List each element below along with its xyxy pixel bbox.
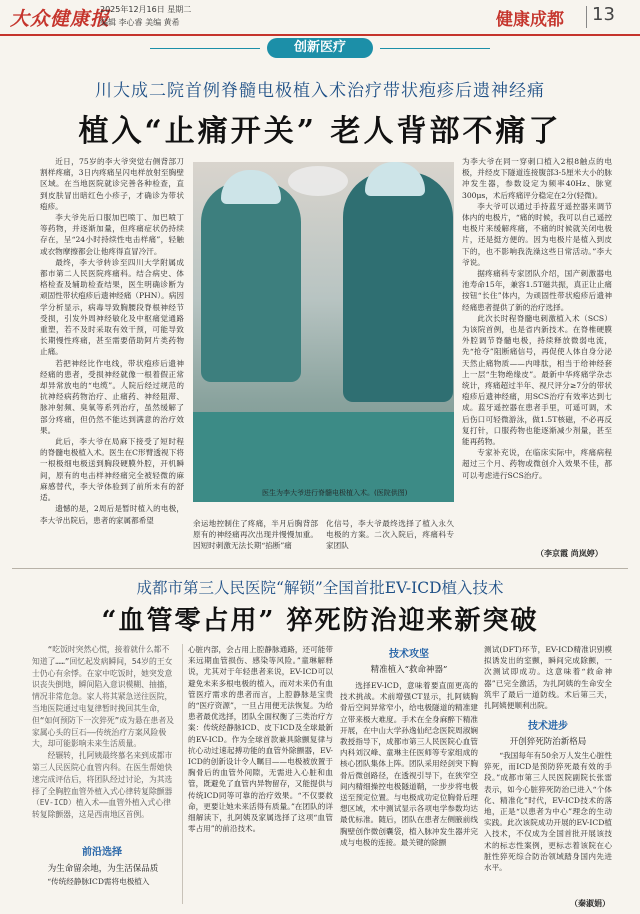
- paragraph: 遗憾的是，2周后是暂时植入的电极，李大爷出院后，患者的家属都希望: [40, 504, 184, 525]
- tag-progress: 技术进步: [528, 721, 568, 732]
- article2-lead-note: [32, 644, 177, 821]
- paragraph: 李大爷先后口服加巴喷丁、加巴喷丁等药物，并逐渐加量，但疼痛症状仍持续存在，呈“24小时持续性电击样痛”，轻触或衣物摩擦都会让他疼得直冒冷汗。: [40, 213, 184, 256]
- article2-byline: （秦淑娟）: [570, 898, 610, 908]
- paragraph: “我国每年有50余万人发生心脏性猝死，而ICD是预防猝死最有效的手段。”成都市第三人民医院副院长张雷表示，如今心脏猝死防治已进入“个体化、精准化”时代，EV-ICD技术的落地，正是“以患者为中心”理念的生动实践。此次该院成功开展的EV-ICD植入技术，不仅成为全国首批开展该技术的标志性案例，更标志着该院在心脏性猝死综合防治领域踏身国内先进水平。: [484, 751, 612, 873]
- article2-col4: [484, 644, 612, 712]
- article1-byline: （李京霞 尚岚婷）: [536, 548, 603, 558]
- banner-rule-left: [150, 48, 260, 49]
- paragraph: 测试(DFT)环节，EV-ICD精准识别模拟诱发出的室颤，瞬间完成除颤，一次测试即成功。这意味着“救命神器”已完全激活，为扎阿姨的生命安全筑牢了最后一道防线。术后第三天，扎阿姨便顺利出院。: [484, 645, 612, 711]
- editor-credits: 编辑 李心睿 美编 黄希: [100, 18, 180, 27]
- page-number: 13: [592, 4, 615, 25]
- paragraph: 余运地控制住了疼痛，半月后胸背部原有的神经痛再次出现并慢慢加重。因短时刺激无法长期“掐断”痛: [193, 519, 318, 551]
- banner-rule-right: [380, 48, 490, 49]
- column-rule: [182, 644, 183, 904]
- paragraph: 选择EV-ICD，意味着要直面更高的技术挑战。术前增强CT显示，扎阿姨胸骨后空间异常窄小，给电极隧道的精准建立带来极大难度。手术在全身麻醉下精准开展，在中山大学孙逸仙纪念医院周淑娴教授指导下，成都市第三人民医院心血管内科刘汉峰、童琳主任医师等专家组成的核心团队集体上阵。团队采用经剑突下胸骨后微创路径，在透视引导下，在狭窄空间内精细操控电极隧道鞘，一步步将电极送至预定位置。与电极成功定位胸骨后理想区域，术中测试显示各项电学参数均达最优标准。随后，团队在患者左侧腋前线胸壁创作微创囊袋，植入脉冲发生器并完成与电极的连接。最关键的除颤: [340, 681, 478, 847]
- article1-col2: [193, 518, 318, 563]
- section-banner: 创新医疗: [267, 38, 373, 58]
- article2-col3: [340, 680, 478, 906]
- tag-frontier-subtitle: 为生命留余地，为生活保品质: [47, 864, 159, 874]
- article2-subtitle: 成都市第三人民医院“解锁”全国首批EV-ICD植入技术: [136, 579, 504, 597]
- newspaper-logo: 大众健康报: [10, 8, 111, 30]
- paragraph: 专家补充说，在临床实际中，疼痛病程超过三个月、药物或微创介入效果不佳，都可以考虑进行SCS治疗。: [462, 448, 612, 480]
- section-title: 健康成都: [496, 10, 564, 30]
- article1-headline: 植入“止痛开关” 老人背部不痛了: [78, 114, 562, 149]
- paragraph: 李大爷可以通过手持蓝牙遥控器来调节体内的电极片，“痛的时候，我可以自己遥控电极片来缓解疼痛，不痛的时候就关闭电极片，还是挺方便的。因为电极片是植入到皮下的，也不影响我洗澡这些日常活动。”李大爷说。: [462, 201, 612, 267]
- article1-col1: [40, 156, 184, 526]
- tag-tech-subtitle: 精准植入“救命神器”: [370, 665, 448, 675]
- article2-col4b: [484, 750, 612, 896]
- article2-col2: [188, 644, 333, 906]
- surgery-photo: [193, 162, 454, 502]
- article-divider: [12, 568, 628, 569]
- article1-col3: [326, 518, 454, 563]
- article2-headline: “血管零占用” 猝死防治迎来新突破: [101, 606, 539, 636]
- paragraph: “吃饭时突然心慌，接着就什么都不知道了……”回忆起发病瞬间，54岁的王女士仍心有余悸。在家中吃饭时，她突发意识丧失倒地，瞬间陷入意识模糊、抽搐，情况非常危急。家人将其紧急送往医院，当地医院通过电复律暂时挽回其生命，但“如何预防下一次猝死”成为悬在患者及家属心头的巨石——传统治疗方案风险极大，却可能影响未来生活质量。: [32, 645, 174, 749]
- paragraph: 若把神经比作电线，带状疱疹后遗神经痛的患者，受损神经就像一根着假正常却异常放电的“电缆”。人院后经过规范的抗神经病药物治疗、止痛药、神经阻滞、脉冲射频、臭氧等系列治疗，虽然缓解了部分疼痛，但仍然不能达到满意的治疗效果。: [40, 358, 184, 435]
- issue-date: 2025年12月16日 星期二: [100, 5, 192, 14]
- article2-col1: [32, 876, 177, 900]
- photo-caption: 医生为李大爷进行脊髓电极植入术。(医院供图): [262, 489, 408, 497]
- tag-frontier: 前沿选择: [82, 847, 122, 858]
- divider: [586, 6, 587, 28]
- paragraph: 为李大爷在同一穿刺口植入2根8触点的电极，并经皮下隧道连接腹部3-5厘米大小的脉冲发生器，参数设定为频率40Hz、脉宽300μs，术后疼痛评分稳定在2分(轻微)。: [462, 157, 612, 200]
- masthead: [0, 0, 640, 36]
- paragraph: 据疼痛科专家团队介绍，国产刺激器电池寿命15年，兼容1.5T磁共振，真正让止痛按钮“长住”体内，为顽固性带状疱疹后遗神经痛患者提供了新的治疗选择。: [462, 269, 612, 312]
- paragraph: 此后，李大爷在局麻下接受了短时程的脊髓电极植入术。医生在C形臂透视下将一根极细电极送到胸段硬膜外腔，开机瞬间，原有的电击样神经痛完全被轻微的麻麻感替代，李大爷体验到了前所未有的舒适。: [40, 437, 184, 503]
- tag-progress-subtitle: 开创猝死防治新格局: [509, 737, 587, 747]
- article1-col4: [462, 156, 612, 542]
- article1-subtitle: 川大成二院首例脊髓电极植入术治疗带状疱疹后遗神经痛: [95, 81, 545, 101]
- paragraph: 最终，李大爷转诊至四川大学附属成都市第二人民医院疼痛科。结合病史、体格检查及辅助检查结果，医生明确诊断为顽固性带状疱疹后遗神经痛（PHN）。病因学分析显示，病毒导致胸腰段脊根神经节受损，引发外周神经敏化及中枢痛觉通路重塑，若不及时采取有效干预，可能导致长期慢性疼痛，甚至需要借助阿片类药物止痛。: [40, 257, 184, 357]
- tag-tech: 技术攻坚: [389, 649, 429, 660]
- paragraph: 经辗转，扎阿姨最终慕名来到成都市第三人民医院心血管内科。在医生帮她快速完成评估后，将团队经过讨论，为其选择了全胸腔血管外植入式心律转复除颤器（EV-ICD）植入术——血管外植入式心律转复除颤器，这是西南地区首例。: [32, 751, 173, 820]
- paragraph: 近日，75岁的李大爷突觉右侧背部刀割样疼痛，3日内疼痛呈闪电样放射至胸壁区域。在当地医院就诊完善各种检查，直到皮肤冒出暗红色小疹子，才确诊为带状疱疹。: [40, 157, 184, 211]
- paragraph: 心脏内部，会占用上腔静脉通路，还可能带来远期血管损伤、感染等风险。”童琳解释说，尤其对于年轻患者来说，EV-ICD可以避免未来多根电极的植入，而对未来仍有血管医疗需求的患者而言，上腔静脉是宝贵的“医疗资源”，一旦占用便无法恢复。为给患者最优选择，团队全面权衡了三类治疗方案：传统经静脉ICD、皮下ICD及全球最新的EV-ICD。作为全球首款兼具除颤复律与抗心动过速起搏功能的血管外除颤器，EV-ICD的创新设计令人瞩目——电极被放置于胸骨后的血管外间隙，无需进入心脏和血管，既避免了血管内异物留存，又能提供与传统ICD同等可靠的治疗效果。“不仅要救命，更要让她未来活得有质量。”在团队的详细解读下，扎阿姨及家属选择了这项“血管零占用”的前沿技术。: [188, 645, 333, 834]
- paragraph: “传统经静脉ICD需将电极植入: [47, 877, 150, 886]
- paragraph: 化信号，李大爷最终选择了植入永久电极的方案。二次入院后，疼痛科专家团队: [326, 519, 454, 551]
- paragraph: 此次长时程脊髓电刺激植入术（SCS）为该院首例，也是省内新技术。在脊椎硬膜外腔调节脊髓电极，持续释放微弱电流，先“抢夺”阻断痛信号，再促使人体自身分泌天然止痛物质——内啡肽，相当于给神经套上一层“生物绝缘皮”。最新中华疼痛学杂志统计，疼痛超过半年、视尺评分≥7分的带状疱疹后遗神经痛，用SCS治疗有效率达到七成。蓝牙遥控器在患者手里，可遥可调，术后伤口可轻微游泳，做1.5T核磁，不必再反复打针，口服药物也能逐渐减少剂量，甚至能再药物。: [462, 313, 612, 447]
